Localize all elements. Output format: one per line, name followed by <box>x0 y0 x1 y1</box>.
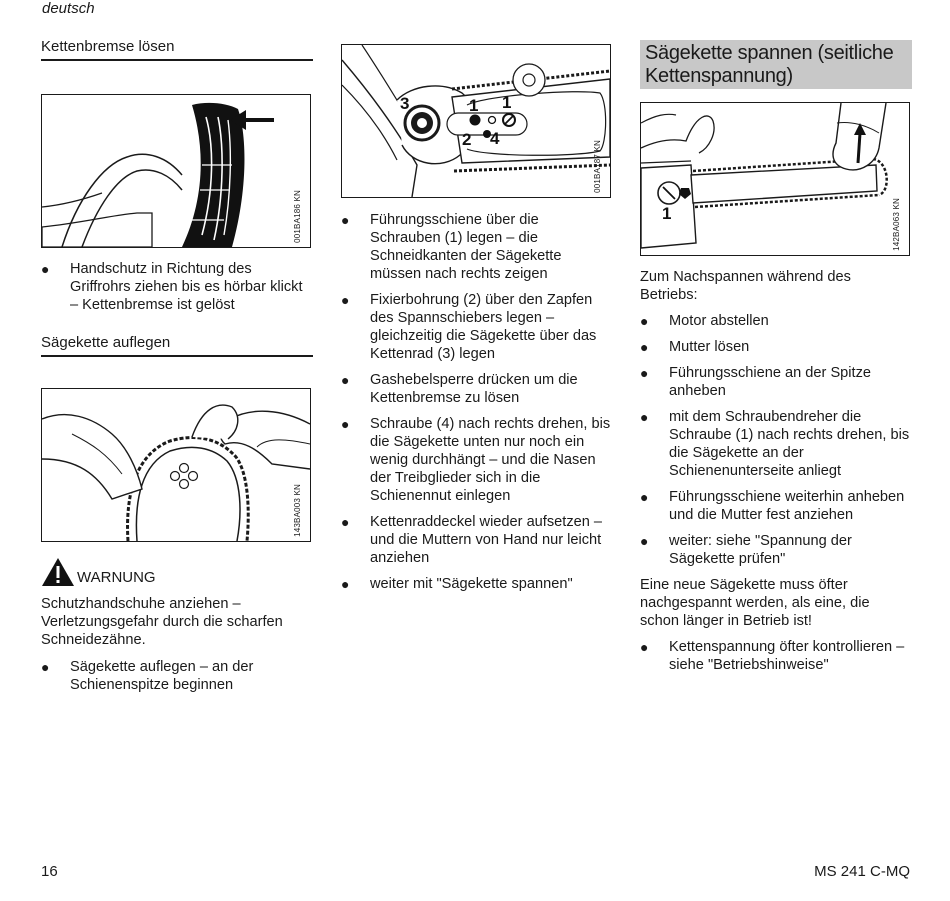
bullet-list-schiene <box>341 211 613 593</box>
chain-tension-illustration <box>641 103 909 255</box>
list-item: ● Kettenraddeckel wieder aufsetzen – und die Muttern von Hand nur leicht anziehen <box>341 513 613 567</box>
list-item: ● Führungsschiene an der Spitze anheben <box>640 364 912 400</box>
label-1: 1 <box>662 204 672 223</box>
bullet-list-spannen <box>640 312 912 568</box>
figure-chain-brake <box>41 94 311 248</box>
list-item: ● Führungsschiene über die Schrauben (1) legen – die Schneidkanten der Sägekette müssen nach rechts zeigen <box>341 211 613 283</box>
section-title-kettenbremse: Kettenbremse lösen <box>41 38 313 61</box>
label-3: 3 <box>400 94 410 113</box>
chain-mount-illustration <box>42 389 310 541</box>
figure-code: 142BA063 KN <box>892 198 901 251</box>
list-item: ● weiter: siehe "Spannung der Sägekette prüfen" <box>640 532 912 568</box>
chain-brake-illustration <box>42 95 310 247</box>
figure-chain-mount <box>41 388 311 542</box>
list-item: ● Fixierbohrung (2) über den Zapfen des Spannschiebers legen – gleichzeitig die Sägekette über das Kettenrad (3) legen <box>341 291 613 363</box>
section-title-auflegen: Sägekette auflegen <box>41 334 313 357</box>
list-item: ● Handschutz in Richtung des Griffrohrs ziehen bis es hörbar klickt – Kettenbremse ist gelöst <box>41 260 313 314</box>
warning-label: WARNUNG <box>77 569 156 586</box>
list-item: ● Sägekette auflegen – an der Schienenspitze beginnen <box>41 658 313 694</box>
figure-code: 001BA186 KN <box>293 190 302 243</box>
column-right <box>640 40 912 682</box>
column-left <box>41 38 313 702</box>
bullet-list-kettenbremse <box>41 260 313 314</box>
figure-chain-tension <box>640 102 910 256</box>
list-item: ● Schraube (4) nach rechts drehen, bis die Sägekette unten nur noch ein wenig durchhängt – und die Nasen der Treibglieder sich in die Schienennut einlegen <box>341 415 613 505</box>
section-title-spannen: Sägekette spannen (seitliche Kettenspannung) <box>640 40 912 89</box>
list-item: ● Gashebelsperre drücken um die Kettenbremse zu lösen <box>341 371 613 407</box>
note-text: Eine neue Sägekette muss öfter nachgespannt werden, als eine, die schon länger in Betrieb ist! <box>640 577 870 629</box>
label-2: 2 <box>462 130 472 149</box>
figure-bar-mount <box>341 44 611 198</box>
list-item: ● Motor abstellen <box>640 312 912 330</box>
list-item: ● mit dem Schraubendreher die Schraube (1) nach rechts drehen, bis die Sägekette an der Schienenunterseite anliegt <box>640 408 912 480</box>
bullet-list-kontrolle <box>640 638 912 674</box>
model-name: MS 241 C-MQ <box>814 863 910 880</box>
list-item: ● Führungsschiene weiterhin anheben und die Mutter fest anziehen <box>640 488 912 524</box>
list-item: ● weiter mit "Sägekette spannen" <box>341 575 613 593</box>
list-item: ● Kettenspannung öfter kontrollieren – siehe "Betriebshinweise" <box>640 638 912 674</box>
warning-triangle-icon <box>41 557 75 587</box>
list-item: ● Mutter lösen <box>640 338 912 356</box>
label-1a: 1 <box>469 96 479 115</box>
warning-text: Schutzhandschuhe anziehen – Verletzungsgefahr durch die scharfen Schneidezähne. <box>41 596 283 648</box>
warning-heading <box>41 557 313 587</box>
bullet-list-auflegen <box>41 658 313 694</box>
column-middle <box>341 44 613 601</box>
language-label: deutsch <box>42 0 95 17</box>
intro-text: Zum Nachspannen während des Betriebs: <box>640 269 851 303</box>
figure-code: 143BA003 KN <box>293 484 302 537</box>
label-4: 4 <box>490 129 500 148</box>
page-number: 16 <box>41 863 58 880</box>
bar-mount-illustration <box>342 45 610 197</box>
figure-code: 001BA187 KN <box>593 140 602 193</box>
label-1b: 1 <box>502 93 512 112</box>
